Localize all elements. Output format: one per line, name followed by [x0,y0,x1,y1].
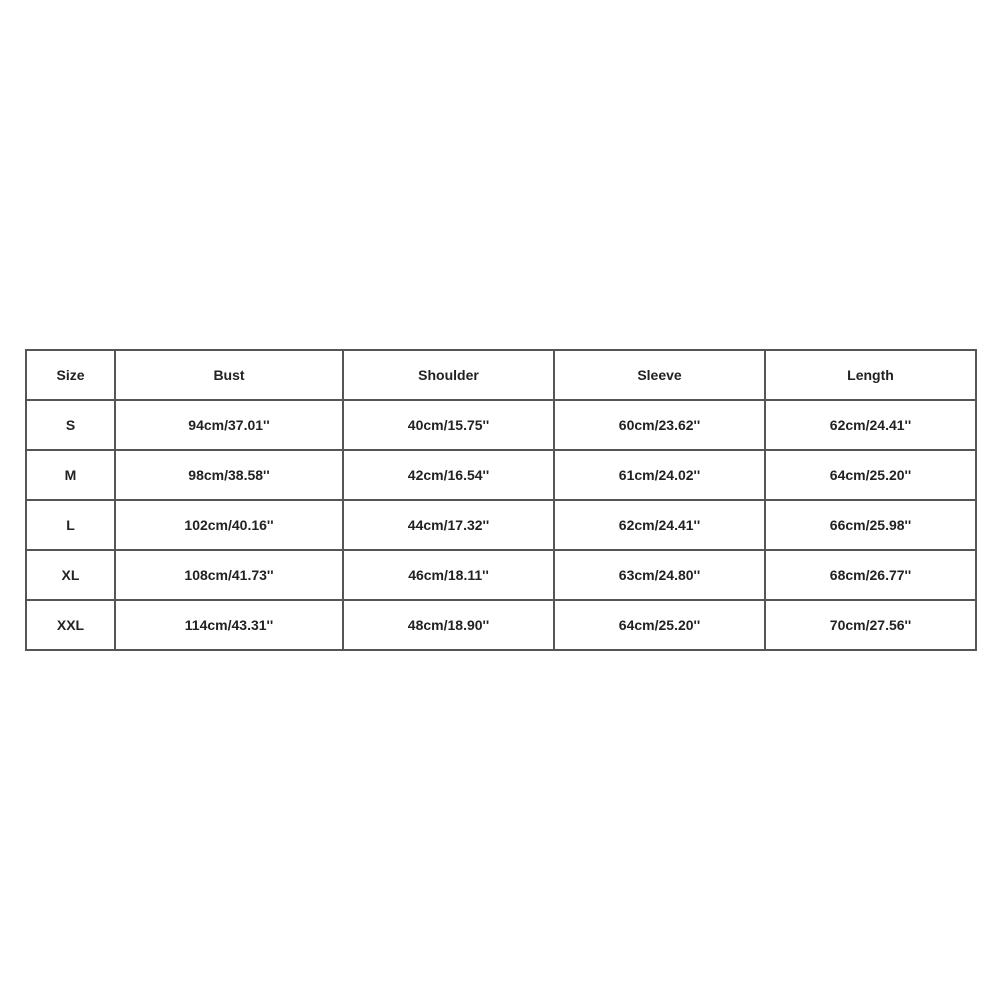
cell-sleeve: 60cm/23.62'' [554,400,765,450]
cell-bust: 94cm/37.01'' [115,400,343,450]
cell-bust: 108cm/41.73'' [115,550,343,600]
cell-sleeve: 62cm/24.41'' [554,500,765,550]
cell-sleeve: 61cm/24.02'' [554,450,765,500]
cell-size: L [26,500,115,550]
cell-sleeve: 64cm/25.20'' [554,600,765,650]
table-row [26,450,976,500]
header-shoulder: Shoulder [343,350,554,400]
cell-length: 70cm/27.56'' [765,600,976,650]
cell-shoulder: 48cm/18.90'' [343,600,554,650]
cell-length: 66cm/25.98'' [765,500,976,550]
cell-length: 64cm/25.20'' [765,450,976,500]
table-row [26,400,976,450]
table-row [26,500,976,550]
cell-shoulder: 44cm/17.32'' [343,500,554,550]
header-size: Size [26,350,115,400]
table-row [26,600,976,650]
cell-bust: 98cm/38.58'' [115,450,343,500]
cell-shoulder: 42cm/16.54'' [343,450,554,500]
cell-size: M [26,450,115,500]
table-header-row [26,350,976,400]
cell-shoulder: 40cm/15.75'' [343,400,554,450]
cell-size: XXL [26,600,115,650]
cell-sleeve: 63cm/24.80'' [554,550,765,600]
size-chart-table [25,349,977,651]
header-bust: Bust [115,350,343,400]
cell-bust: 114cm/43.31'' [115,600,343,650]
table-row [26,550,976,600]
header-sleeve: Sleeve [554,350,765,400]
cell-bust: 102cm/40.16'' [115,500,343,550]
header-length: Length [765,350,976,400]
cell-length: 68cm/26.77'' [765,550,976,600]
cell-size: XL [26,550,115,600]
cell-shoulder: 46cm/18.11'' [343,550,554,600]
cell-length: 62cm/24.41'' [765,400,976,450]
cell-size: S [26,400,115,450]
